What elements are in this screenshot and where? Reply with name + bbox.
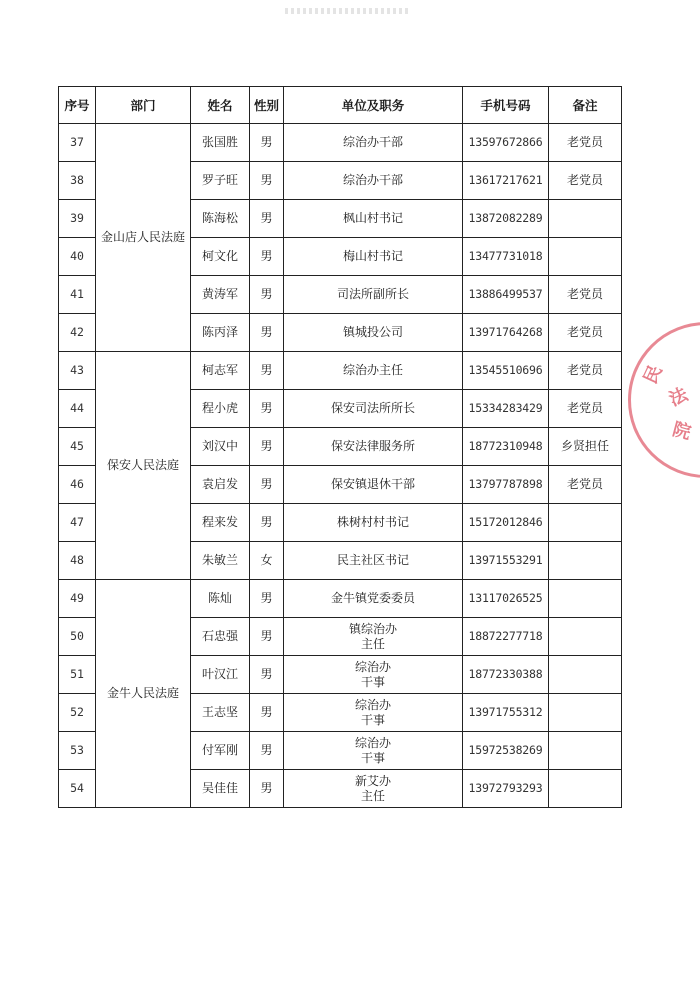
- cell-gender: 男: [250, 694, 284, 732]
- cell-name: 陈灿: [191, 580, 250, 618]
- cell-position: [284, 162, 463, 200]
- cell-position: [284, 770, 463, 808]
- cell-position: [284, 428, 463, 466]
- cell-gender: 男: [250, 732, 284, 770]
- cell-remark: 老党员: [549, 390, 622, 428]
- cell-phone: 13597672866: [463, 124, 549, 162]
- header-phone: 手机号码: [463, 87, 549, 124]
- cell-phone: 13117026525: [463, 580, 549, 618]
- header-position: 单位及职务: [284, 87, 463, 124]
- position-line: 干事: [360, 712, 385, 727]
- cell-remark: [549, 694, 622, 732]
- cell-name: 程小虎: [191, 390, 250, 428]
- position-line: 株树村村书记: [336, 515, 409, 529]
- position-line: 镇城投公司: [342, 325, 403, 339]
- position-line: 民主社区书记: [336, 553, 409, 567]
- cell-remark: [549, 238, 622, 276]
- header-name: 姓名: [191, 87, 250, 124]
- cell-gender: 男: [250, 466, 284, 504]
- cell-gender: 男: [250, 276, 284, 314]
- position-line: 梅山村书记: [342, 249, 403, 263]
- cell-remark: [549, 618, 622, 656]
- cell-gender: 男: [250, 162, 284, 200]
- cell-name: 陈丙泽: [191, 314, 250, 352]
- cell-department: 保安人民法庭: [96, 352, 191, 580]
- cell-gender: 男: [250, 124, 284, 162]
- cell-phone: 13872082289: [463, 200, 549, 238]
- cell-seq: 40: [59, 238, 96, 276]
- cell-remark: [549, 542, 622, 580]
- cell-seq: 48: [59, 542, 96, 580]
- cell-remark: 老党员: [549, 314, 622, 352]
- cell-gender: 男: [250, 200, 284, 238]
- cell-seq: 54: [59, 770, 96, 808]
- cell-name: 王志坚: [191, 694, 250, 732]
- cell-seq: 39: [59, 200, 96, 238]
- table-body: [59, 124, 622, 808]
- cell-gender: 男: [250, 352, 284, 390]
- court-seal-stamp: [628, 322, 700, 478]
- cell-gender: 男: [250, 580, 284, 618]
- cell-phone: 15334283429: [463, 390, 549, 428]
- position-line: 主任: [360, 788, 385, 803]
- cell-position: [284, 276, 463, 314]
- cell-position: [284, 200, 463, 238]
- position-line: 综治办: [354, 735, 391, 750]
- cell-remark: [549, 504, 622, 542]
- cell-phone: 18772330388: [463, 656, 549, 694]
- cell-position: [284, 124, 463, 162]
- cell-position: [284, 618, 463, 656]
- cell-position: [284, 390, 463, 428]
- cell-seq: 49: [59, 580, 96, 618]
- cell-phone: 13971764268: [463, 314, 549, 352]
- position-line: 综治办干部: [342, 173, 403, 187]
- position-line: 枫山村书记: [342, 211, 403, 225]
- cell-phone: 13886499537: [463, 276, 549, 314]
- cell-gender: 男: [250, 428, 284, 466]
- cell-remark: [549, 770, 622, 808]
- cell-phone: 13545510696: [463, 352, 549, 390]
- position-line: 镇综治办: [348, 621, 397, 636]
- cell-position: [284, 314, 463, 352]
- position-line: 司法所副所长: [336, 287, 409, 301]
- cell-seq: 37: [59, 124, 96, 162]
- cell-name: 柯文化: [191, 238, 250, 276]
- position-line: 干事: [360, 750, 385, 765]
- position-line: 综治办干部: [342, 135, 403, 149]
- cell-gender: 男: [250, 390, 284, 428]
- cell-seq: 45: [59, 428, 96, 466]
- cell-remark: 乡贤担任: [549, 428, 622, 466]
- cell-gender: 男: [250, 314, 284, 352]
- header-gender: 性别: [250, 87, 284, 124]
- cell-gender: 男: [250, 770, 284, 808]
- cell-remark: [549, 732, 622, 770]
- seal-char: 法: [666, 384, 692, 411]
- position-line: 综治办: [354, 659, 391, 674]
- cell-position: [284, 580, 463, 618]
- cell-name: 张国胜: [191, 124, 250, 162]
- position-line: 保安镇退休干部: [330, 477, 415, 491]
- cell-position: [284, 466, 463, 504]
- cell-seq: 46: [59, 466, 96, 504]
- cell-gender: 男: [250, 618, 284, 656]
- cell-position: [284, 238, 463, 276]
- cell-remark: [549, 656, 622, 694]
- cell-position: [284, 694, 463, 732]
- position-line: 干事: [360, 674, 385, 689]
- cell-remark: 老党员: [549, 466, 622, 504]
- cell-phone: 13972793293: [463, 770, 549, 808]
- position-line: 综治办主任: [342, 363, 403, 377]
- cell-phone: 13617217621: [463, 162, 549, 200]
- cell-phone: 13797787898: [463, 466, 549, 504]
- cell-remark: 老党员: [549, 276, 622, 314]
- position-line: 新艾办: [354, 773, 391, 788]
- cell-name: 黄涛军: [191, 276, 250, 314]
- position-line: 金牛镇党委委员: [330, 591, 415, 605]
- cell-seq: 38: [59, 162, 96, 200]
- cell-name: 吴佳佳: [191, 770, 250, 808]
- cell-remark: 老党员: [549, 162, 622, 200]
- cell-remark: 老党员: [549, 352, 622, 390]
- cell-remark: 老党员: [549, 124, 622, 162]
- cell-remark: [549, 200, 622, 238]
- cell-seq: 52: [59, 694, 96, 732]
- cell-seq: 51: [59, 656, 96, 694]
- seal-char: 民: [640, 362, 667, 388]
- cell-phone: 15172012846: [463, 504, 549, 542]
- position-line: 保安法律服务所: [330, 439, 415, 453]
- cell-seq: 43: [59, 352, 96, 390]
- cell-phone: 18772310948: [463, 428, 549, 466]
- cell-name: 付军刚: [191, 732, 250, 770]
- cell-phone: 15972538269: [463, 732, 549, 770]
- cell-seq: 53: [59, 732, 96, 770]
- cell-seq: 47: [59, 504, 96, 542]
- header-remark: 备注: [549, 87, 622, 124]
- cell-name: 刘汉中: [191, 428, 250, 466]
- cell-phone: 18872277718: [463, 618, 549, 656]
- cell-department: 金山店人民法庭: [96, 124, 191, 352]
- cell-position: [284, 542, 463, 580]
- cell-name: 叶汉江: [191, 656, 250, 694]
- cell-name: 陈海松: [191, 200, 250, 238]
- personnel-table: [58, 86, 622, 808]
- cell-name: 石忠强: [191, 618, 250, 656]
- cell-gender: 男: [250, 656, 284, 694]
- table-row: [59, 580, 622, 618]
- cell-department: 金牛人民法庭: [96, 580, 191, 808]
- cell-phone: 13971553291: [463, 542, 549, 580]
- header-seq: 序号: [59, 87, 96, 124]
- header-row: [59, 87, 622, 124]
- cell-position: [284, 732, 463, 770]
- cell-position: [284, 656, 463, 694]
- cell-seq: 50: [59, 618, 96, 656]
- cell-seq: 42: [59, 314, 96, 352]
- cell-seq: 41: [59, 276, 96, 314]
- cell-seq: 44: [59, 390, 96, 428]
- position-line: 主任: [360, 636, 385, 651]
- cell-position: [284, 352, 463, 390]
- position-line: 综治办: [354, 697, 391, 712]
- cell-name: 罗子旺: [191, 162, 250, 200]
- cell-phone: 13971755312: [463, 694, 549, 732]
- cell-position: [284, 504, 463, 542]
- cell-gender: 男: [250, 238, 284, 276]
- scan-mark: [285, 8, 410, 14]
- cell-gender: 女: [250, 542, 284, 580]
- cell-phone: 13477731018: [463, 238, 549, 276]
- cell-remark: [549, 580, 622, 618]
- seal-char: 院: [670, 418, 694, 444]
- position-line: 保安司法所所长: [330, 401, 415, 415]
- cell-name: 程来发: [191, 504, 250, 542]
- cell-name: 袁启发: [191, 466, 250, 504]
- header-dept: 部门: [96, 87, 191, 124]
- cell-gender: 男: [250, 504, 284, 542]
- table-row: [59, 352, 622, 390]
- cell-name: 朱敏兰: [191, 542, 250, 580]
- table-row: [59, 124, 622, 162]
- cell-name: 柯志军: [191, 352, 250, 390]
